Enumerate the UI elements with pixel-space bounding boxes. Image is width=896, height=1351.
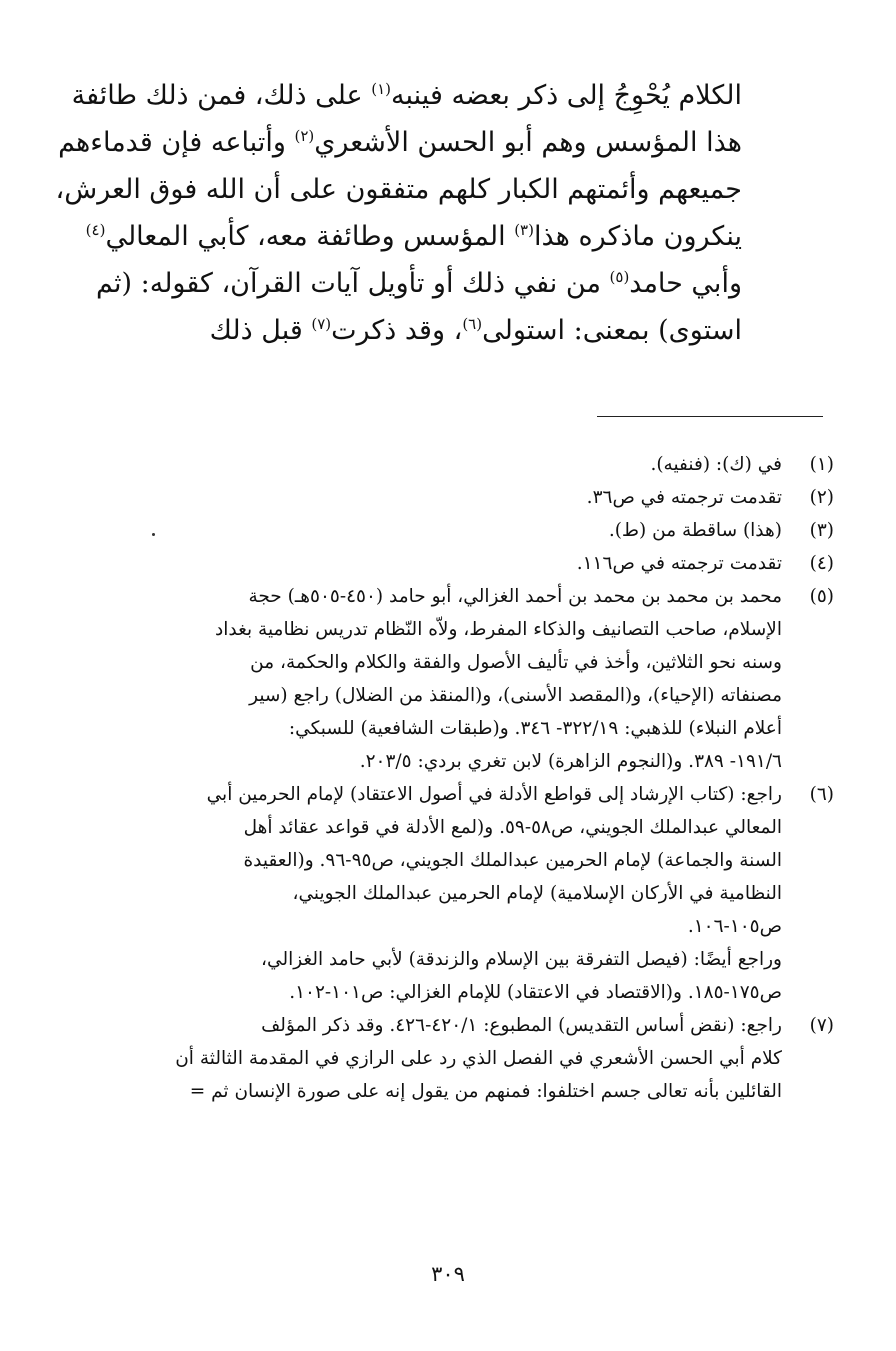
main-text-block (55, 72, 742, 354)
footnote-continuation (134, 943, 834, 1009)
footnote (134, 580, 834, 778)
footnote-ref[interactable]: (٣) (514, 221, 534, 239)
footnote-line: أعلام النبلاء) للذهبي: ٣٢٢/١٩- ٣٤٦. و(طبقات الشافعية) للسبكي: (288, 718, 782, 739)
footnote (134, 481, 834, 514)
footnote-line: كلام أبي الحسن الأشعري في الفصل الذي رد على الرازي في المقدمة الثالثة أن (175, 1048, 782, 1069)
footnote-ref[interactable]: (٥) (609, 268, 630, 286)
footnote (134, 514, 834, 547)
main-line: جميعهم وأئمتهم الكبار كلهم متفقون على أن الله فوق العرش، (55, 174, 742, 205)
page-number: ٣٠٩ (431, 1262, 465, 1286)
footnote-number: (٦) (809, 784, 834, 805)
footnote (134, 778, 834, 943)
footnote-ref[interactable]: (٤) (85, 221, 106, 239)
footnote-line: القائلين بأنه تعالى جسم اختلفوا: فمنهم من يقول إنه على صورة الإنسان ثم = (189, 1081, 782, 1102)
footnote-number: (٢) (809, 487, 834, 508)
footnote-line: ١٩١/٦- ٣٨٩. و(النجوم الزاهرة) لابن تغري بردي: ٢٠٣/٥. (359, 751, 782, 772)
main-line: الكلام يُحْوِجُ إلى ذكر بعضه فينبه$^{(١)}$ على ذلك، فمن ذلك طائفة (71, 80, 742, 111)
footnote (134, 547, 834, 580)
footnote-number: (٥) (809, 586, 834, 607)
footnote-number: (٣) (809, 520, 834, 541)
footnote-line: ص١٠٥-١٠٦. (687, 916, 782, 937)
main-line: هذا المؤسس وهم أبو الحسن الأشعري$^{(٢)}$ وأتباعه فإن قدماءهم (58, 127, 742, 158)
footnote-line: المعالي عبدالملك الجويني، ص٥٨-٥٩. و(لمع الأدلة في قواعد عقائد أهل (243, 817, 782, 838)
footnote-line: تقدمت ترجمته في ص١١٦. (576, 553, 782, 574)
footnote-number: (٧) (809, 1015, 834, 1036)
footnote-ref[interactable]: (٦) (462, 315, 483, 333)
main-line: ينكرون ماذكره هذا$^{(٣)}$ المؤسس وطائفة معه، كأبي المعالي$^{(٤)}$ (85, 221, 742, 252)
footnote-number: (١) (809, 454, 834, 475)
footnote-line: الإسلام، صاحب التصانيف والذكاء المفرط، ولاّه النّظام تدريس نظامية بغداد (215, 619, 782, 640)
footnotes-block (134, 448, 834, 1108)
footnote (134, 448, 834, 481)
footnote-line: ص١٧٥-١٨٥. و(الاقتصاد في الاعتقاد) للإمام الغزالي: ص١٠١-١٠٢. (289, 982, 782, 1003)
footnote-line: النظامية في الأركان الإسلامية) لإمام الحرمين عبدالملك الجويني، (292, 883, 782, 904)
footnote-line: السنة والجماعة) لإمام الحرمين عبدالملك الجويني، ص٩٥-٩٦. و(العقيدة (243, 850, 782, 871)
footnote-line: وراجع أيضًا: (فيصل التفرقة بين الإسلام والزندقة) لأبي حامد الغزالي، (261, 949, 782, 970)
footnote-ref[interactable]: (١) (371, 80, 392, 98)
footnote-number: (٤) (809, 553, 834, 574)
footnote-line: مصنفاته (الإحياء)، و(المقصد الأسنى)، و(المنقذ من الضلال) راجع (سير (249, 685, 782, 706)
footnote-line: (هذا) ساقطة من (ط). (608, 520, 782, 541)
footnote-line: في (ك): (فنفيه). (650, 454, 782, 475)
main-line: وأبي حامد$^{(٥)}$ من نفي ذلك أو تأويل آيات القرآن، كقوله: (ثم (96, 268, 742, 299)
footnote-line: وسنه نحو الثلاثين، وأخذ في تأليف الأصول والفقة والكلام والحكمة، من (250, 652, 782, 673)
main-line: استوى) بمعنى: استولى$^{(٦)}$، وقد ذكرت$^{(٧)}$ قبل ذلك (209, 315, 742, 346)
footnote-ref[interactable]: (٢) (294, 127, 315, 145)
footnote-line: تقدمت ترجمته في ص٣٦. (586, 487, 782, 508)
footnote-line: محمد بن محمد بن محمد بن أحمد الغزالي، أبو حامد (٤٥٠-٥٠٥هـ) حجة (248, 586, 782, 607)
footnote (134, 1009, 834, 1108)
footnote-line: راجع: (كتاب الإرشاد إلى قواطع الأدلة في أصول الاعتقاد) لإمام الحرمين أبي (206, 784, 782, 805)
footnote-ref[interactable]: (٧) (311, 315, 332, 333)
footnote-number (782, 943, 834, 1009)
footnote-separator (597, 416, 823, 417)
footnote-line: راجع: (نقض أساس التقديس) المطبوع: ٤٢٠/١-٤٢٦. وقد ذكر المؤلف (261, 1015, 782, 1036)
